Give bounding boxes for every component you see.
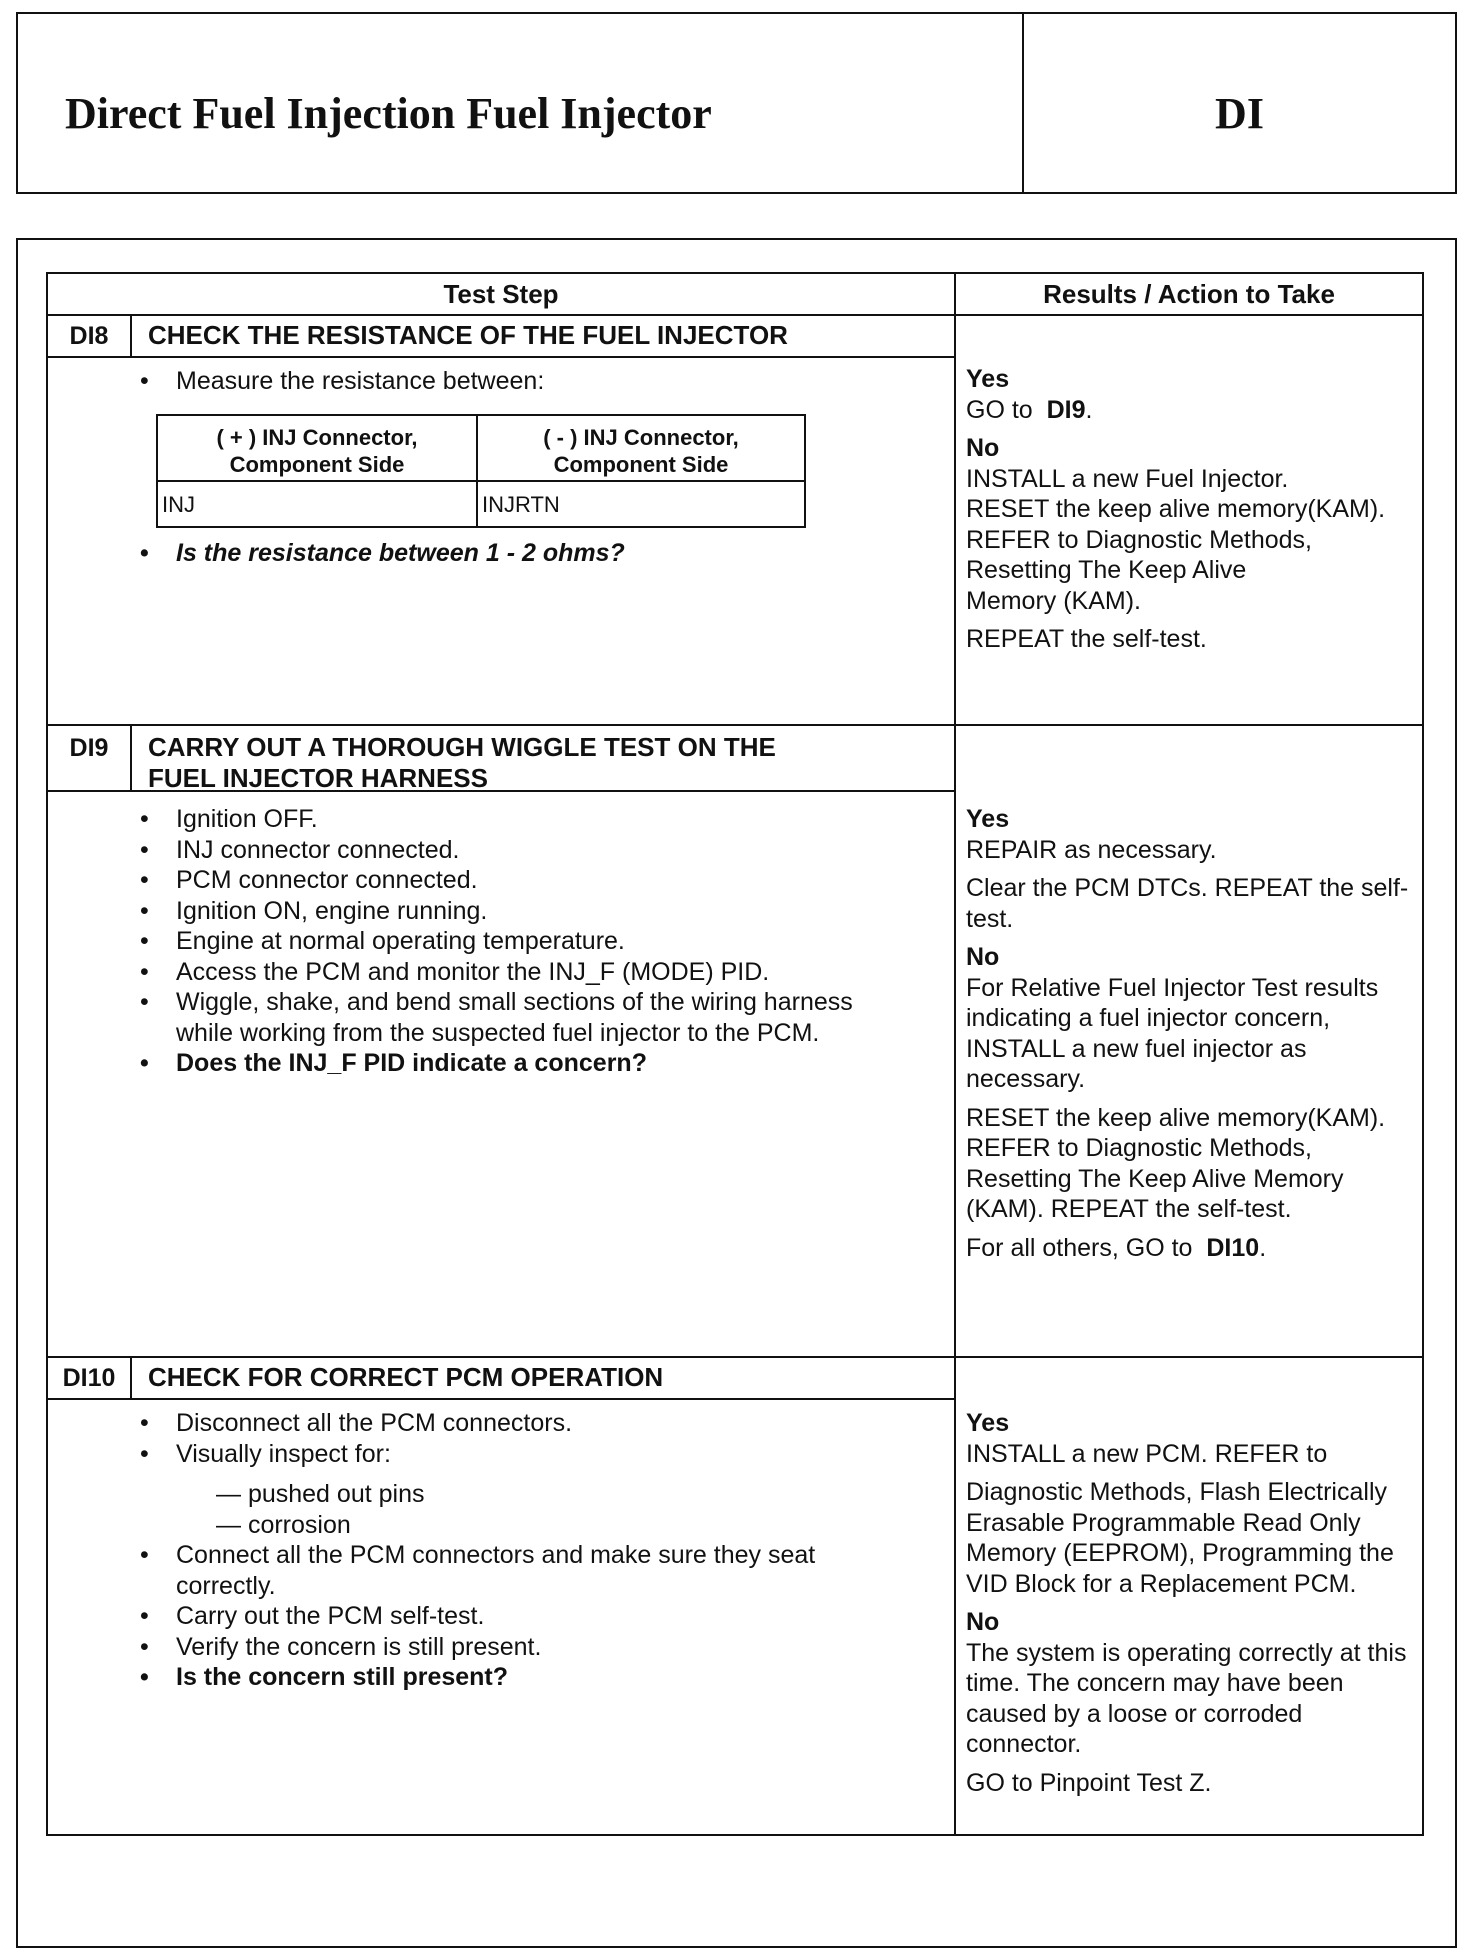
list-item: • Is the resistance between 1 - 2 ohms? [140, 539, 625, 567]
table-header-negative: ( - ) INJ Connector, Component Side [543, 425, 739, 477]
list-item: • Wiggle, shake, and bend small sections of the wiring harness while working from the suspected fuel injector to the PCM. [140, 988, 853, 1047]
step-instructions [136, 804, 876, 1079]
column-divider [954, 274, 956, 1834]
step-separator [48, 724, 1422, 726]
step-title: CHECK FOR CORRECT PCM OPERATION [148, 1362, 664, 1392]
list-item: • Engine at normal operating temperature. [140, 927, 625, 955]
goto-link[interactable]: DI10 [1206, 1233, 1260, 1262]
yes-action: GO to DI9. [966, 395, 1093, 424]
measurement-table [156, 414, 806, 528]
step-id: DI8 [69, 322, 109, 350]
list-item: • Measure the resistance between: [140, 367, 545, 395]
table-header-positive: ( + ) INJ Connector, Component Side [216, 425, 418, 477]
column-header-results: Results / Action to Take [1043, 279, 1335, 309]
list-item: — pushed out pins [216, 1480, 425, 1508]
step-id: DI10 [62, 1364, 116, 1392]
list-item: • Is the concern still present? [140, 1663, 509, 1691]
list-item: • PCM connector connected. [140, 866, 478, 894]
no-label: No [966, 1608, 1000, 1636]
table-cell: INJ [162, 492, 195, 517]
inspection-list [176, 1479, 876, 1540]
step-results: Yes GO to DI9. No INSTALL a new Fuel Injector. RESET the keep alive memory(KAM). REFER to Diagnostic Methods, Resetting The Keep Alive Memory (KAM). REPEAT the self-test. [966, 364, 1418, 655]
header-rule [48, 314, 1422, 316]
step-title: CHECK THE RESISTANCE OF THE FUEL INJECTOR [148, 320, 788, 350]
yes-label: Yes [966, 365, 1010, 393]
list-item: • Visually inspect for: — pushed out pins — corrosion [136, 1439, 876, 1541]
no-label: No [966, 434, 1000, 462]
list-item: • Access the PCM and monitor the INJ_F (MODE) PID. [140, 957, 770, 986]
list-item: — corrosion [216, 1510, 351, 1539]
step-title: CARRY OUT A THOROUGH WIGGLE TEST ON THE FUEL INJECTOR HARNESS [148, 732, 776, 793]
test-procedure-table [46, 272, 1424, 1836]
list-item: • Connect all the PCM connectors and make sure they seat correctly. [140, 1541, 816, 1600]
list-item: • INJ connector connected. [140, 835, 460, 864]
goto-link[interactable]: DI9 [1046, 395, 1086, 424]
step-instructions [136, 366, 544, 397]
title-cell [18, 14, 1024, 192]
list-item: • Does the INJ_F PID indicate a concern? [140, 1049, 647, 1077]
others-action: For all others, GO to DI10. [966, 1233, 1267, 1262]
list-item: • Ignition OFF. [140, 805, 318, 833]
page-title: Direct Fuel Injection Fuel Injector [65, 89, 712, 138]
step-id: DI9 [69, 734, 109, 762]
list-item: • Ignition ON, engine running. [140, 896, 488, 925]
step-results: Yes REPAIR as necessary. Clear the PCM DTCs. REPEAT the self-test. No For Relative Fuel Injector Test results indicating a fuel injector concern, INSTALL a new fuel injector as necessary. RESET the keep alive memory(KAM). REFER to Diagnostic Methods, Resetting The Keep Alive Memory (KAM). REPEAT the self-test. For all others, GO to DI10. [966, 804, 1418, 1263]
step-separator [48, 1356, 1422, 1358]
column-header-test-step: Test Step [443, 279, 559, 309]
section-code: DI [1215, 89, 1264, 138]
list-item: • Verify the concern is still present. [140, 1632, 542, 1661]
list-item: • Disconnect all the PCM connectors. [140, 1409, 573, 1437]
step-instructions [136, 1408, 876, 1693]
table-cell: INJRTN [482, 492, 560, 517]
yes-label: Yes [966, 1409, 1010, 1437]
step-question [136, 538, 625, 569]
yes-label: Yes [966, 805, 1010, 833]
no-label: No [966, 943, 1000, 971]
page-header [16, 12, 1457, 194]
list-item: • Carry out the PCM self-test. [140, 1602, 485, 1630]
step-results: Yes INSTALL a new PCM. REFER to Diagnostic Methods, Flash Electrically Erasable Programmable Read Only Memory (EEPROM), Programming the VID Block for a Replacement PCM. No The system is operating correctly at this time. The concern may have been caused by a loose or corroded connector. GO to Pinpoint Test Z. [966, 1408, 1418, 1798]
